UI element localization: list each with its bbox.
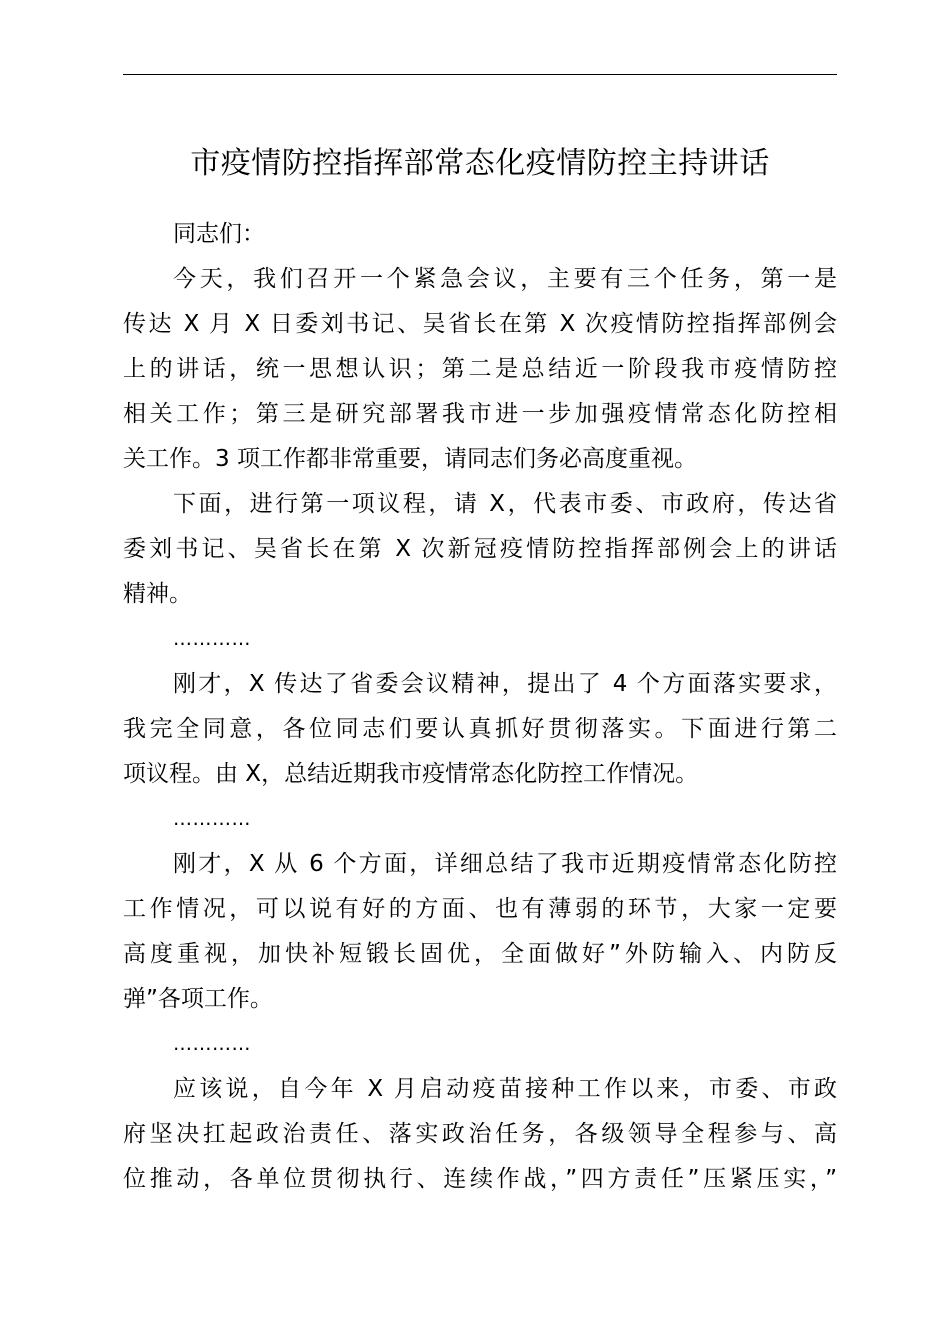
paragraph-line: 府坚决扛起政治责任、落实政治任务，各级领导全程参与、高 [123, 1121, 837, 1147]
paragraph-line: 今天，我们召开一个紧急会议，主要有三个任务，第一是 [173, 266, 837, 292]
paragraph-line: 应该说，自今年 X 月启动疫苗接种工作以来，市委、市政 [173, 1076, 837, 1102]
paragraph-line: 项议程。由 X，总结近期我市疫情常态化防控工作情况。 [123, 761, 699, 787]
header-rule [123, 74, 837, 75]
paragraph-line: 刚才，X 传达了省委会议精神，提出了 4 个方面落实要求， [173, 671, 837, 697]
paragraph-line: 委刘书记、吴省长在第 X 次新冠疫情防控指挥部例会上的讲话 [123, 536, 837, 562]
paragraph-line: 相关工作；第三是研究部署我市进一步加强疫情常态化防控相 [123, 401, 837, 427]
paragraph-line: 精神。 [123, 581, 192, 607]
ellipsis-separator: ………… [173, 628, 251, 650]
salutation: 同志们： [173, 221, 265, 247]
paragraph-line: 工作情况，可以说有好的方面、也有薄弱的环节，大家一定要 [123, 896, 837, 922]
document-body [123, 212, 837, 1202]
document-title: 市疫情防控指挥部常态化疫情防控主持讲话 [190, 146, 770, 181]
paragraph-line: 下面，进行第一项议程，请 X，代表市委、市政府，传达省 [173, 491, 837, 517]
paragraph-line: 上的讲话，统一思想认识；第二是总结近一阶段我市疫情防控 [123, 356, 837, 382]
paragraph-line: 传达 X 月 X 日委刘书记、吴省长在第 X 次疫情防控指挥部例会 [123, 311, 837, 337]
paragraph-line: 刚才，X 从 6 个方面，详细总结了我市近期疫情常态化防控 [173, 851, 837, 877]
ellipsis-separator: ………… [173, 808, 251, 830]
paragraph-line: 高度重视，加快补短锻长固优，全面做好”外防输入、内防反 [123, 941, 837, 967]
ellipsis-separator: ………… [173, 1033, 251, 1055]
paragraph-line: 关工作。3 项工作都非常重要，请同志们务必高度重视。 [123, 446, 697, 472]
paragraph-line: 弹”各项工作。 [123, 986, 273, 1012]
paragraph-line: 我完全同意，各位同志们要认真抓好贯彻落实。下面进行第二 [123, 716, 837, 742]
paragraph-line: 位推动，各单位贯彻执行、连续作战，”四方责任”压紧压实，” [123, 1166, 837, 1192]
